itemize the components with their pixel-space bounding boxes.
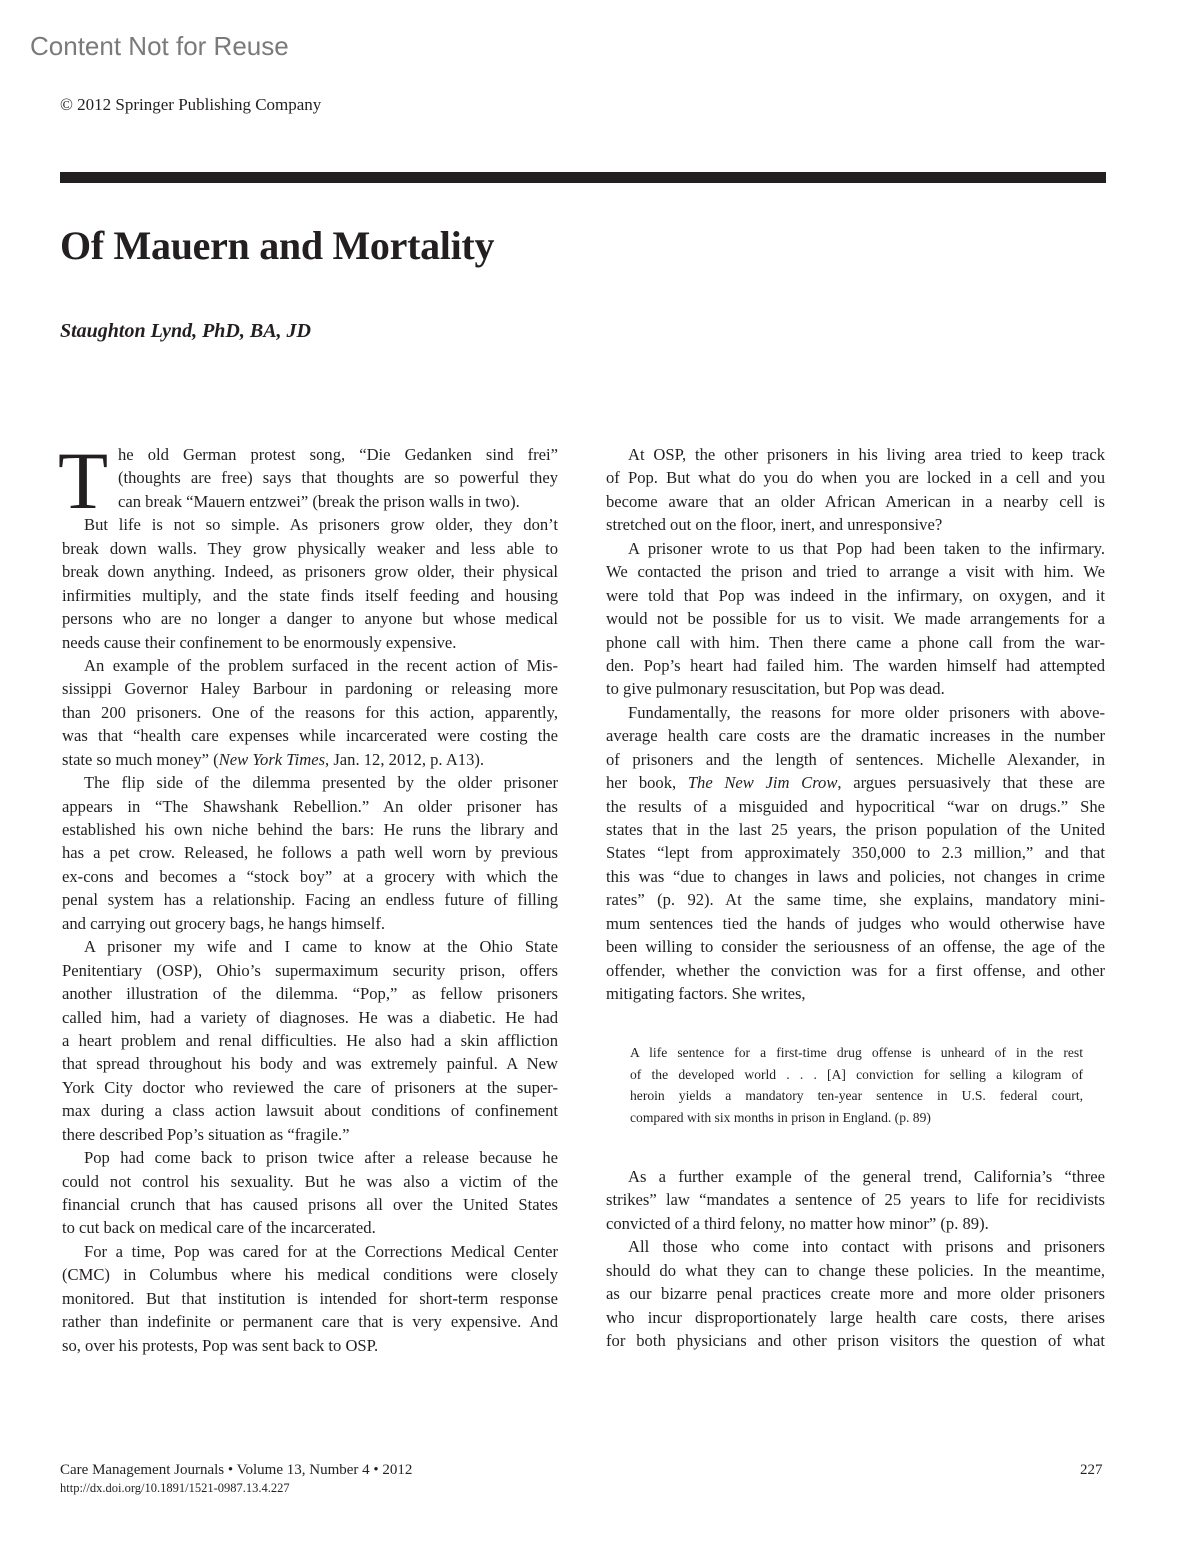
text-segment: her book, bbox=[606, 773, 688, 793]
paragraph bbox=[62, 654, 558, 771]
text-line: A prisoner my wife and I came to know at the Ohio State bbox=[84, 937, 558, 957]
text-line: The flip side of the dilemma presented by the older prisoner bbox=[84, 773, 558, 793]
text-line: appears in “The Shawshank Rebellion.” An older prisoner has bbox=[62, 796, 558, 816]
text-line: been willing to consider the seriousness of an offense, the age of the bbox=[606, 937, 1105, 957]
text-line: A prisoner wrote to us that Pop had been taken to the infirmary. bbox=[628, 538, 1105, 558]
text-line: strikes” law “mandates a sentence of 25 years to life for recidivists bbox=[606, 1190, 1105, 1210]
paragraph bbox=[62, 443, 558, 513]
text-line: penal system has a relationship. Facing an endless future of filling bbox=[62, 890, 558, 910]
right-column-continued bbox=[606, 1165, 1105, 1353]
text-line: become aware that an older African American in a nearby cell is bbox=[606, 491, 1105, 511]
footer-doi-link[interactable]: http://dx.doi.org/10.1891/1521-0987.13.4.227 bbox=[60, 1481, 290, 1495]
text-line: was that “health care expenses while incarcerated were costing the bbox=[62, 726, 558, 746]
page-number: 227 bbox=[1080, 1462, 1103, 1478]
paragraph bbox=[630, 1042, 1083, 1128]
text-line: All those who come into contact with prisons and prisoners bbox=[628, 1237, 1105, 1257]
paragraph bbox=[606, 1165, 1105, 1235]
text-line: can break “Mauern entzwei” (break the prison walls in two). bbox=[118, 491, 520, 511]
paragraph bbox=[606, 701, 1105, 1006]
text-line: Penitentiary (OSP), Ohio’s supermaximum security prison, offers bbox=[62, 960, 558, 980]
text-line: that spread throughout his body and was extremely painful. A New bbox=[62, 1054, 558, 1074]
text-line: were told that Pop was indeed in the infirmary, on oxygen, and it bbox=[606, 585, 1105, 605]
paragraph bbox=[62, 513, 558, 654]
text-segment: , Jan. 12, 2012, p. A13). bbox=[325, 749, 485, 769]
text-line: would not be possible for us to visit. We made arrangements for a bbox=[606, 609, 1105, 629]
text-line: to give pulmonary resuscitation, but Pop was dead. bbox=[606, 679, 945, 699]
paragraph bbox=[62, 1240, 558, 1357]
text-line: heroin yields a mandatory ten-year sentence in U.S. federal court, bbox=[630, 1088, 1083, 1103]
left-column bbox=[58, 435, 558, 1357]
text-line: rates” (p. 92). At the same time, she explains, mandatory mini- bbox=[606, 890, 1105, 910]
text-line: to cut back on medical care of the incarcerated. bbox=[62, 1218, 376, 1238]
text-line: than 200 prisoners. One of the reasons for this action, apparently, bbox=[62, 702, 558, 722]
text-segment: state so much money” ( bbox=[62, 749, 219, 769]
text-segment: , argues persuasively that these are bbox=[837, 773, 1105, 793]
text-line bbox=[62, 748, 558, 771]
text-line: As a further example of the general trend, California’s “three bbox=[628, 1167, 1105, 1186]
text-line: offender, whether the conviction was for a first offense, and other bbox=[606, 960, 1105, 980]
text-line: should do what they can to change these policies. In the meantime, bbox=[606, 1260, 1105, 1280]
text-line: monitored. But that institution is intended for short-term response bbox=[62, 1288, 558, 1308]
paragraph bbox=[62, 935, 558, 1146]
text-line: Fundamentally, the reasons for more older prisoners with above- bbox=[628, 702, 1105, 722]
text-line: has a pet crow. Released, he follows a path well worn by previous bbox=[62, 843, 558, 863]
text-line: established his own niche behind the bars: He runs the library and bbox=[62, 820, 558, 839]
paragraph bbox=[606, 1235, 1105, 1352]
text-line: break down walls. They grow physically weaker and less able to bbox=[62, 538, 558, 558]
text-line: another illustration of the dilemma. “Pop,” as fellow prisoners bbox=[62, 984, 558, 1004]
drop-cap: T bbox=[58, 435, 109, 526]
text-line: den. Pop’s heart had failed him. The warden himself had attempted bbox=[606, 655, 1105, 675]
text-line: We contacted the prison and tried to arrange a visit with him. We bbox=[606, 562, 1105, 582]
text-line: who incur disproportionately large health care costs, there arises bbox=[606, 1307, 1105, 1327]
text-line: needs cause their confinement to be enormously expensive. bbox=[62, 632, 457, 652]
text-line bbox=[606, 771, 1105, 794]
text-line: this was “due to changes in laws and policies, not changes in crime bbox=[606, 866, 1105, 886]
right-column bbox=[606, 443, 1105, 1006]
footer-journal-citation: Care Management Journals • Volume 13, Number 4 • 2012 bbox=[60, 1462, 413, 1478]
text-line: phone call with him. Then there came a phone call from the war- bbox=[606, 632, 1105, 652]
header-rule bbox=[60, 172, 1106, 183]
text-line: Pop had come back to prison twice after a release because he bbox=[84, 1148, 558, 1168]
paragraph bbox=[606, 537, 1105, 701]
text-line: for both physicians and other prison visitors the question of what bbox=[606, 1331, 1105, 1351]
text-line: so, over his protests, Pop was sent back to OSP. bbox=[62, 1335, 379, 1355]
text-line: sissippi Governor Haley Barbour in pardoning or releasing more bbox=[62, 679, 558, 699]
text-line: states that in the last 25 years, the prison population of the United bbox=[606, 820, 1105, 839]
text-line: compared with six months in prison in England. (p. 89) bbox=[630, 1109, 931, 1125]
text-line: At OSP, the other prisoners in his living area tried to keep track bbox=[628, 445, 1105, 464]
text-line: the results of a misguided and hypocritical “war on drugs.” She bbox=[606, 796, 1105, 816]
text-line: rather than indefinite or permanent care that is very expensive. And bbox=[62, 1312, 558, 1332]
watermark: Content Not for Reuse bbox=[30, 31, 289, 61]
text-line: of the developed world . . . [A] conviction for selling a kilogram of bbox=[630, 1066, 1083, 1082]
text-line: stretched out on the floor, inert, and unresponsive? bbox=[606, 515, 943, 535]
italic-title: New York Times bbox=[218, 749, 326, 769]
text-line: a heart problem and renal difficulties. He also had a skin affliction bbox=[62, 1030, 558, 1050]
block-quote bbox=[630, 1042, 1083, 1128]
text-line: York City doctor who reviewed the care of prisoners at the super- bbox=[62, 1077, 558, 1097]
text-line: For a time, Pop was cared for at the Corrections Medical Center bbox=[84, 1241, 558, 1261]
author-byline: Staughton Lynd, PhD, BA, JD bbox=[60, 320, 311, 342]
text-line: convicted of a third felony, no matter how minor” (p. 89). bbox=[606, 1213, 989, 1233]
paragraph bbox=[606, 443, 1105, 537]
text-line: he old German protest song, “Die Gedanken sind frei” bbox=[118, 445, 558, 464]
text-line: persons who are no longer a danger to anyone but whose medical bbox=[62, 609, 558, 629]
article-title: Of Mauern and Mortality bbox=[60, 223, 495, 268]
text-line: ex-cons and becomes a “stock boy” at a grocery with which the bbox=[62, 866, 558, 886]
text-line: could not control his sexuality. But he was also a victim of the bbox=[62, 1171, 558, 1191]
text-line: as our bizarre penal practices create more and more older prisoners bbox=[606, 1284, 1105, 1304]
text-line: called him, had a variety of diagnoses. He was a diabetic. He had bbox=[62, 1007, 558, 1027]
italic-title: The New Jim Crow bbox=[687, 773, 838, 793]
text-line: States “lept from approximately 350,000 to 2.3 million,” and that bbox=[606, 843, 1105, 863]
text-line: mitigating factors. She writes, bbox=[606, 984, 806, 1004]
text-line: of Pop. But what do you do when you are locked in a cell and you bbox=[606, 468, 1105, 488]
text-line: (thoughts are free) says that thoughts are so powerful they bbox=[118, 468, 558, 488]
text-line: of prisoners and the length of sentences. Michelle Alexander, in bbox=[606, 749, 1105, 769]
paragraph bbox=[62, 771, 558, 935]
text-line: A life sentence for a first-time drug offense is unheard of in the rest bbox=[630, 1045, 1083, 1060]
text-line: financial crunch that has caused prisons all over the United States bbox=[62, 1195, 558, 1214]
text-line: break down anything. Indeed, as prisoners grow older, their physical bbox=[62, 562, 558, 582]
paragraph bbox=[62, 1146, 558, 1240]
copyright-notice: © 2012 Springer Publishing Company bbox=[60, 95, 322, 114]
text-line: average health care costs are the dramatic increases in the number bbox=[606, 726, 1105, 746]
text-line: and carrying out grocery bags, he hangs himself. bbox=[62, 913, 386, 933]
text-line: infirmities multiply, and the state finds itself feeding and housing bbox=[62, 585, 558, 605]
text-line: (CMC) in Columbus where his medical conditions were closely bbox=[62, 1265, 558, 1285]
text-line: mum sentences tied the hands of judges who would otherwise have bbox=[606, 913, 1105, 933]
text-line: But life is not so simple. As prisoners grow older, they don’t bbox=[84, 515, 558, 535]
text-line: max during a class action lawsuit about conditions of confinement bbox=[62, 1101, 558, 1121]
text-line: there described Pop’s situation as “fragile.” bbox=[62, 1124, 350, 1144]
text-line: An example of the problem surfaced in the recent action of Mis- bbox=[84, 655, 558, 675]
